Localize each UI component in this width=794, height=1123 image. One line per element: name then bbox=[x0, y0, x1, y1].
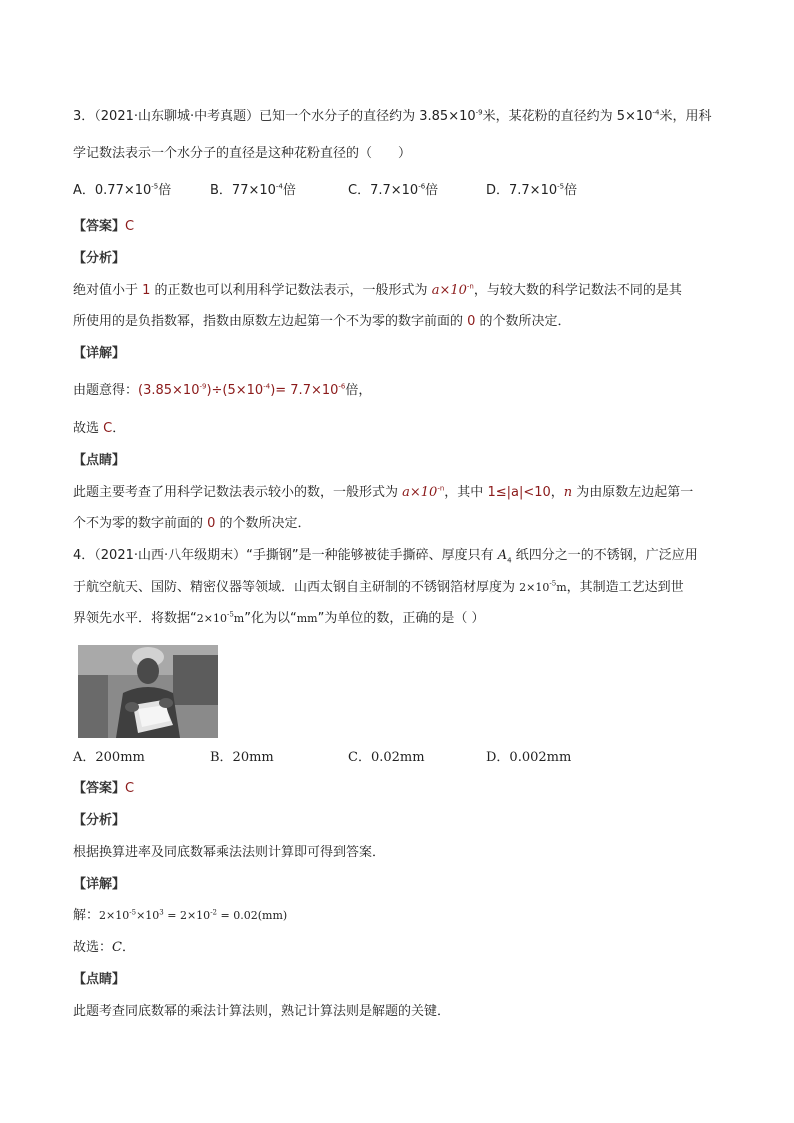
detail-expression: $(3.85\times 10^{-9})\div(5\times 10^{-4})= 7.7\times 10^{-6}$ bbox=[138, 382, 346, 398]
q3-option-c: C．$7.7\times 10^{-6}$倍 bbox=[348, 182, 439, 198]
q4-option-c: C．0.02mm bbox=[348, 750, 425, 765]
q4-option-b: B．20mm bbox=[210, 750, 274, 765]
q4-stem-line2: 于航空航天、国防、精密仪器等领域．山西太钢自主研制的不锈钢箔材厚度为 $2\times 10^{-5}m$，其制造工艺达到世 bbox=[73, 579, 684, 595]
q3-conclusion: 故选 C． bbox=[73, 421, 126, 436]
detail-expression: $2\times 10^{-5}\times 10^3 = 2\times 10^{-2} = 0.02(mm)$ bbox=[99, 908, 288, 922]
worker-illustration bbox=[78, 645, 218, 738]
q3-option-a: A．$0.77\times 10^{-5}$倍 bbox=[73, 182, 172, 198]
q4-comment: 此题考查同底数幂的乘法计算法则，熟记计算法则是解题的关键． bbox=[73, 1004, 451, 1019]
q4-option-d: D．0.002mm bbox=[486, 750, 572, 765]
answer-value: C bbox=[125, 219, 135, 234]
q4-stem-line3: 界领先水平．将数据“$2\times 10^{-5}m$”化为以“mm”为单位的数，正确的是（ ） bbox=[73, 610, 485, 626]
q3-analysis-line2: 所使用的是负指数幂，指数由原数左边起第一个不为零的数字前面的 0 的个数所决定． bbox=[73, 314, 571, 329]
answer-label: 【答案】 bbox=[73, 219, 126, 234]
q4-answer: 【答案】C bbox=[73, 781, 135, 796]
exponent: -4 bbox=[652, 108, 660, 117]
q3-comment-label: 【点睛】 bbox=[73, 453, 126, 468]
q4-stem-line1: 4．（2021·山西·八年级期末）“手撕钢”是一种能够被徒手撕碎、厚度只有 $A_4$ 纸四分之一的不锈钢，广泛应用 bbox=[73, 548, 698, 565]
q3-answer bbox=[73, 218, 134, 236]
q3-analysis-label: 【分析】 bbox=[73, 251, 126, 266]
q3-analysis-line1: 绝对值小于 1 的正数也可以利用科学记数法表示，一般形式为 $a\times 10^{-n}$，与较大数的科学记数法不同的是其 bbox=[73, 282, 682, 298]
q3-detail-label: 【详解】 bbox=[73, 346, 126, 361]
q4-detail-label: 【详解】 bbox=[73, 877, 126, 892]
exponent: -9 bbox=[475, 108, 483, 117]
q3-stem-line2: 学记数法表示一个水分子的直径是这种花粉直径的（ ） bbox=[73, 146, 412, 161]
q3-option-d: D．$7.7\times 10^{-5}$倍 bbox=[486, 182, 578, 198]
q3-option-b: B．$77\times 10^{-4}$倍 bbox=[210, 182, 296, 198]
text: 米，用科 bbox=[659, 109, 712, 124]
worker-photo bbox=[78, 645, 218, 738]
q3-stem-line1 bbox=[73, 108, 711, 126]
q4-comment-label: 【点睛】 bbox=[73, 972, 126, 987]
q4-analysis: 根据换算进率及同底数幂乘法法则计算即可得到答案． bbox=[73, 845, 386, 860]
q4-conclusion: 故选：C． bbox=[73, 940, 135, 955]
q4-analysis-label: 【分析】 bbox=[73, 813, 126, 828]
q3-detail-line: 由题意得：$(3.85\times 10^{-9})\div(5\times 10^{-4})= 7.7\times 10^{-6}$倍， bbox=[73, 382, 372, 398]
text: 3．（2021·山东聊城·中考真题）已知一个水分子的直径约为 3.85×10 bbox=[73, 109, 476, 124]
q3-comment-line1: 此题主要考查了用科学记数法表示较小的数，一般形式为 $a\times 10^{-n}$，其中 1≤|a|<10，n 为由原数左边起第一 bbox=[73, 484, 694, 500]
q4-option-a: A．200mm bbox=[73, 750, 145, 765]
q3-comment-line2: 个不为零的数字前面的 0 的个数所决定． bbox=[73, 516, 311, 531]
text: 米，某花粉的直径约为 5×10 bbox=[482, 109, 653, 124]
q4-detail-line: 解：$2\times 10^{-5}\times 10^3 = 2\times 10^{-2} = 0.02(mm)$ bbox=[73, 908, 288, 923]
